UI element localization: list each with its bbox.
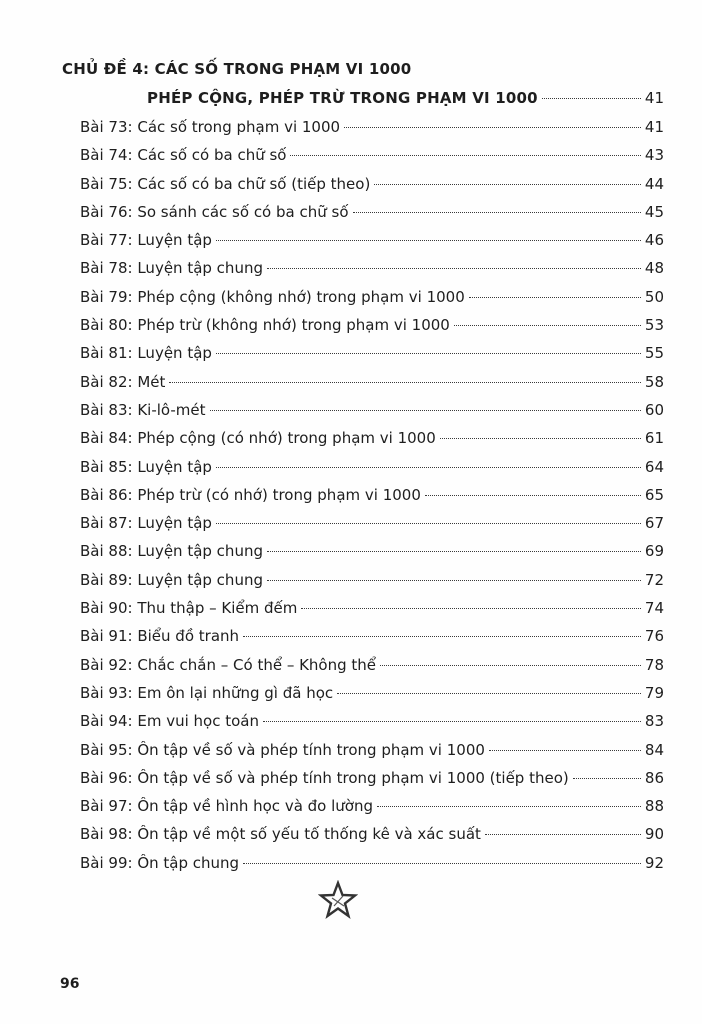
toc-entry [80,627,664,655]
toc-entry [80,458,664,486]
lesson-title: Phép cộng (có nhớ) trong phạm vi 1000 [137,429,436,448]
lesson-number: Bài 89: [80,570,133,589]
dot-leader [542,98,641,99]
chapter-subheading-row [147,89,664,107]
toc-entry [80,571,664,599]
dot-leader [267,551,641,552]
lesson-page-ref: 79 [644,683,664,702]
lesson-number: Bài 97: [80,797,133,816]
dot-leader [337,693,641,694]
toc-entry [80,175,664,203]
lesson-page-ref: 83 [644,712,664,731]
dot-leader [243,636,641,637]
chapter-subheading: PHÉP CỘNG, PHÉP TRỪ TRONG PHẠM VI 1000 [147,89,538,107]
lesson-number: Bài 93: [80,683,133,702]
dot-leader [374,184,641,185]
toc-entry [80,684,664,712]
dot-leader [454,325,641,326]
dot-leader [263,721,641,722]
lesson-title: Phép trừ (có nhớ) trong phạm vi 1000 [137,485,421,504]
lesson-number: Bài 80: [80,316,133,335]
dot-leader [344,127,641,128]
lesson-title: Các số có ba chữ số [137,146,287,165]
toc-entry [80,118,664,146]
lesson-title: Ôn tập về hình học và đo lường [137,797,374,816]
toc-entry [80,825,664,853]
lesson-title: Ôn tập về một số yếu tố thống kê và xác suất [137,825,481,844]
lesson-title: Ôn tập về số và phép tính trong phạm vi 1000 [137,740,485,759]
dot-leader [301,608,641,609]
lesson-number: Bài 84: [80,429,133,448]
toc-entry [80,656,664,684]
toc-entry [80,712,664,740]
toc-entry [80,203,664,231]
lesson-number: Bài 83: [80,400,133,419]
dot-leader [267,580,641,581]
toc-entry [80,486,664,514]
lesson-page-ref: 60 [644,400,664,419]
toc-entry [80,769,664,797]
lesson-page-ref: 65 [644,485,664,504]
lesson-page-ref: 78 [644,655,664,674]
lesson-page-ref: 72 [644,570,664,589]
lesson-list [80,118,664,882]
lesson-title: Thu thập – Kiểm đếm [137,599,298,618]
lesson-page-ref: 86 [644,768,664,787]
toc-entry [80,599,664,627]
lesson-number: Bài 87: [80,514,133,533]
lesson-number: Bài 99: [80,853,133,872]
lesson-page-ref: 67 [644,514,664,533]
page-number: 96 [60,976,80,992]
toc-entry [80,316,664,344]
dot-leader [573,778,641,779]
lesson-number: Bài 85: [80,457,133,476]
lesson-number: Bài 86: [80,485,133,504]
dot-leader [489,750,641,751]
lesson-title: Em ôn lại những gì đã học [137,683,334,702]
lesson-page-ref: 74 [644,599,664,618]
lesson-title: So sánh các số có ba chữ số [137,202,349,221]
lesson-title: Phép trừ (không nhớ) trong phạm vi 1000 [137,316,450,335]
dot-leader [169,382,641,383]
lesson-page-ref: 55 [644,344,664,363]
lesson-page-ref: 48 [644,259,664,278]
lesson-number: Bài 96: [80,768,133,787]
lesson-page-ref: 43 [644,146,664,165]
star-icon [318,880,358,920]
dot-leader [216,240,641,241]
toc-entry [80,146,664,174]
dot-leader [267,268,641,269]
dot-leader [210,410,641,411]
lesson-title: Biểu đồ tranh [137,627,240,646]
toc-entry [80,259,664,287]
toc-entry [80,514,664,542]
lesson-number: Bài 98: [80,825,133,844]
dot-leader [290,155,640,156]
lesson-page-ref: 69 [644,542,664,561]
toc-entry [80,429,664,457]
lesson-title: Phép cộng (không nhớ) trong phạm vi 1000 [137,287,465,306]
lesson-title: Ki-lô-mét [137,400,206,419]
lesson-title: Các số có ba chữ số (tiếp theo) [137,174,371,193]
dot-leader [216,353,641,354]
lesson-number: Bài 81: [80,344,133,363]
chapter-heading: CHỦ ĐỀ 4: CÁC SỐ TRONG PHẠM VI 1000 [62,60,412,78]
lesson-title: Em vui học toán [137,712,259,731]
dot-leader [216,523,641,524]
dot-leader [440,438,641,439]
dot-leader [353,212,641,213]
toc-entry [80,231,664,259]
lesson-number: Bài 91: [80,627,133,646]
lesson-number: Bài 79: [80,287,133,306]
lesson-page-ref: 64 [644,457,664,476]
lesson-page-ref: 90 [644,825,664,844]
lesson-number: Bài 73: [80,118,133,136]
dot-leader [216,467,641,468]
dot-leader [377,806,641,807]
lesson-number: Bài 90: [80,599,133,618]
lesson-title: Ôn tập về số và phép tính trong phạm vi 1000 (tiếp theo) [137,768,569,787]
lesson-page-ref: 50 [644,287,664,306]
lesson-title: Ôn tập chung [137,853,240,872]
dot-leader [243,863,641,864]
toc-entry [80,542,664,570]
toc-entry [80,288,664,316]
chapter-page-ref: 41 [644,89,664,107]
lesson-title: Luyện tập [137,231,212,250]
lesson-title: Mét [137,372,166,391]
lesson-page-ref: 84 [644,740,664,759]
lesson-title: Luyện tập [137,514,212,533]
lesson-number: Bài 92: [80,655,133,674]
lesson-page-ref: 61 [644,429,664,448]
lesson-title: Luyện tập [137,457,212,476]
lesson-page-ref: 92 [644,853,664,872]
dot-leader [380,665,641,666]
lesson-title: Luyện tập chung [137,542,263,561]
lesson-page-ref: 58 [644,372,664,391]
toc-entry [80,797,664,825]
lesson-page-ref: 88 [644,797,664,816]
lesson-title: Luyện tập chung [137,259,263,278]
lesson-number: Bài 74: [80,146,133,165]
lesson-title: Các số trong phạm vi 1000 [137,118,341,136]
lesson-number: Bài 88: [80,542,133,561]
dot-leader [469,297,641,298]
toc-entry [80,401,664,429]
toc-entry [80,373,664,401]
lesson-page-ref: 76 [644,627,664,646]
lesson-number: Bài 77: [80,231,133,250]
dot-leader [425,495,641,496]
lesson-page-ref: 44 [644,174,664,193]
lesson-page-ref: 53 [644,316,664,335]
lesson-number: Bài 94: [80,712,133,731]
lesson-number: Bài 95: [80,740,133,759]
lesson-title: Luyện tập [137,344,212,363]
lesson-number: Bài 75: [80,174,133,193]
lesson-number: Bài 82: [80,372,133,391]
toc-entry [80,854,664,882]
toc-entry [80,344,664,372]
lesson-page-ref: 46 [644,231,664,250]
dot-leader [485,834,641,835]
lesson-page-ref: 45 [644,202,664,221]
lesson-number: Bài 78: [80,259,133,278]
lesson-number: Bài 76: [80,202,133,221]
lesson-page-ref: 41 [644,118,664,136]
lesson-title: Chắc chắn – Có thể – Không thể [137,655,377,674]
lesson-title: Luyện tập chung [137,570,263,589]
toc-entry [80,741,664,769]
